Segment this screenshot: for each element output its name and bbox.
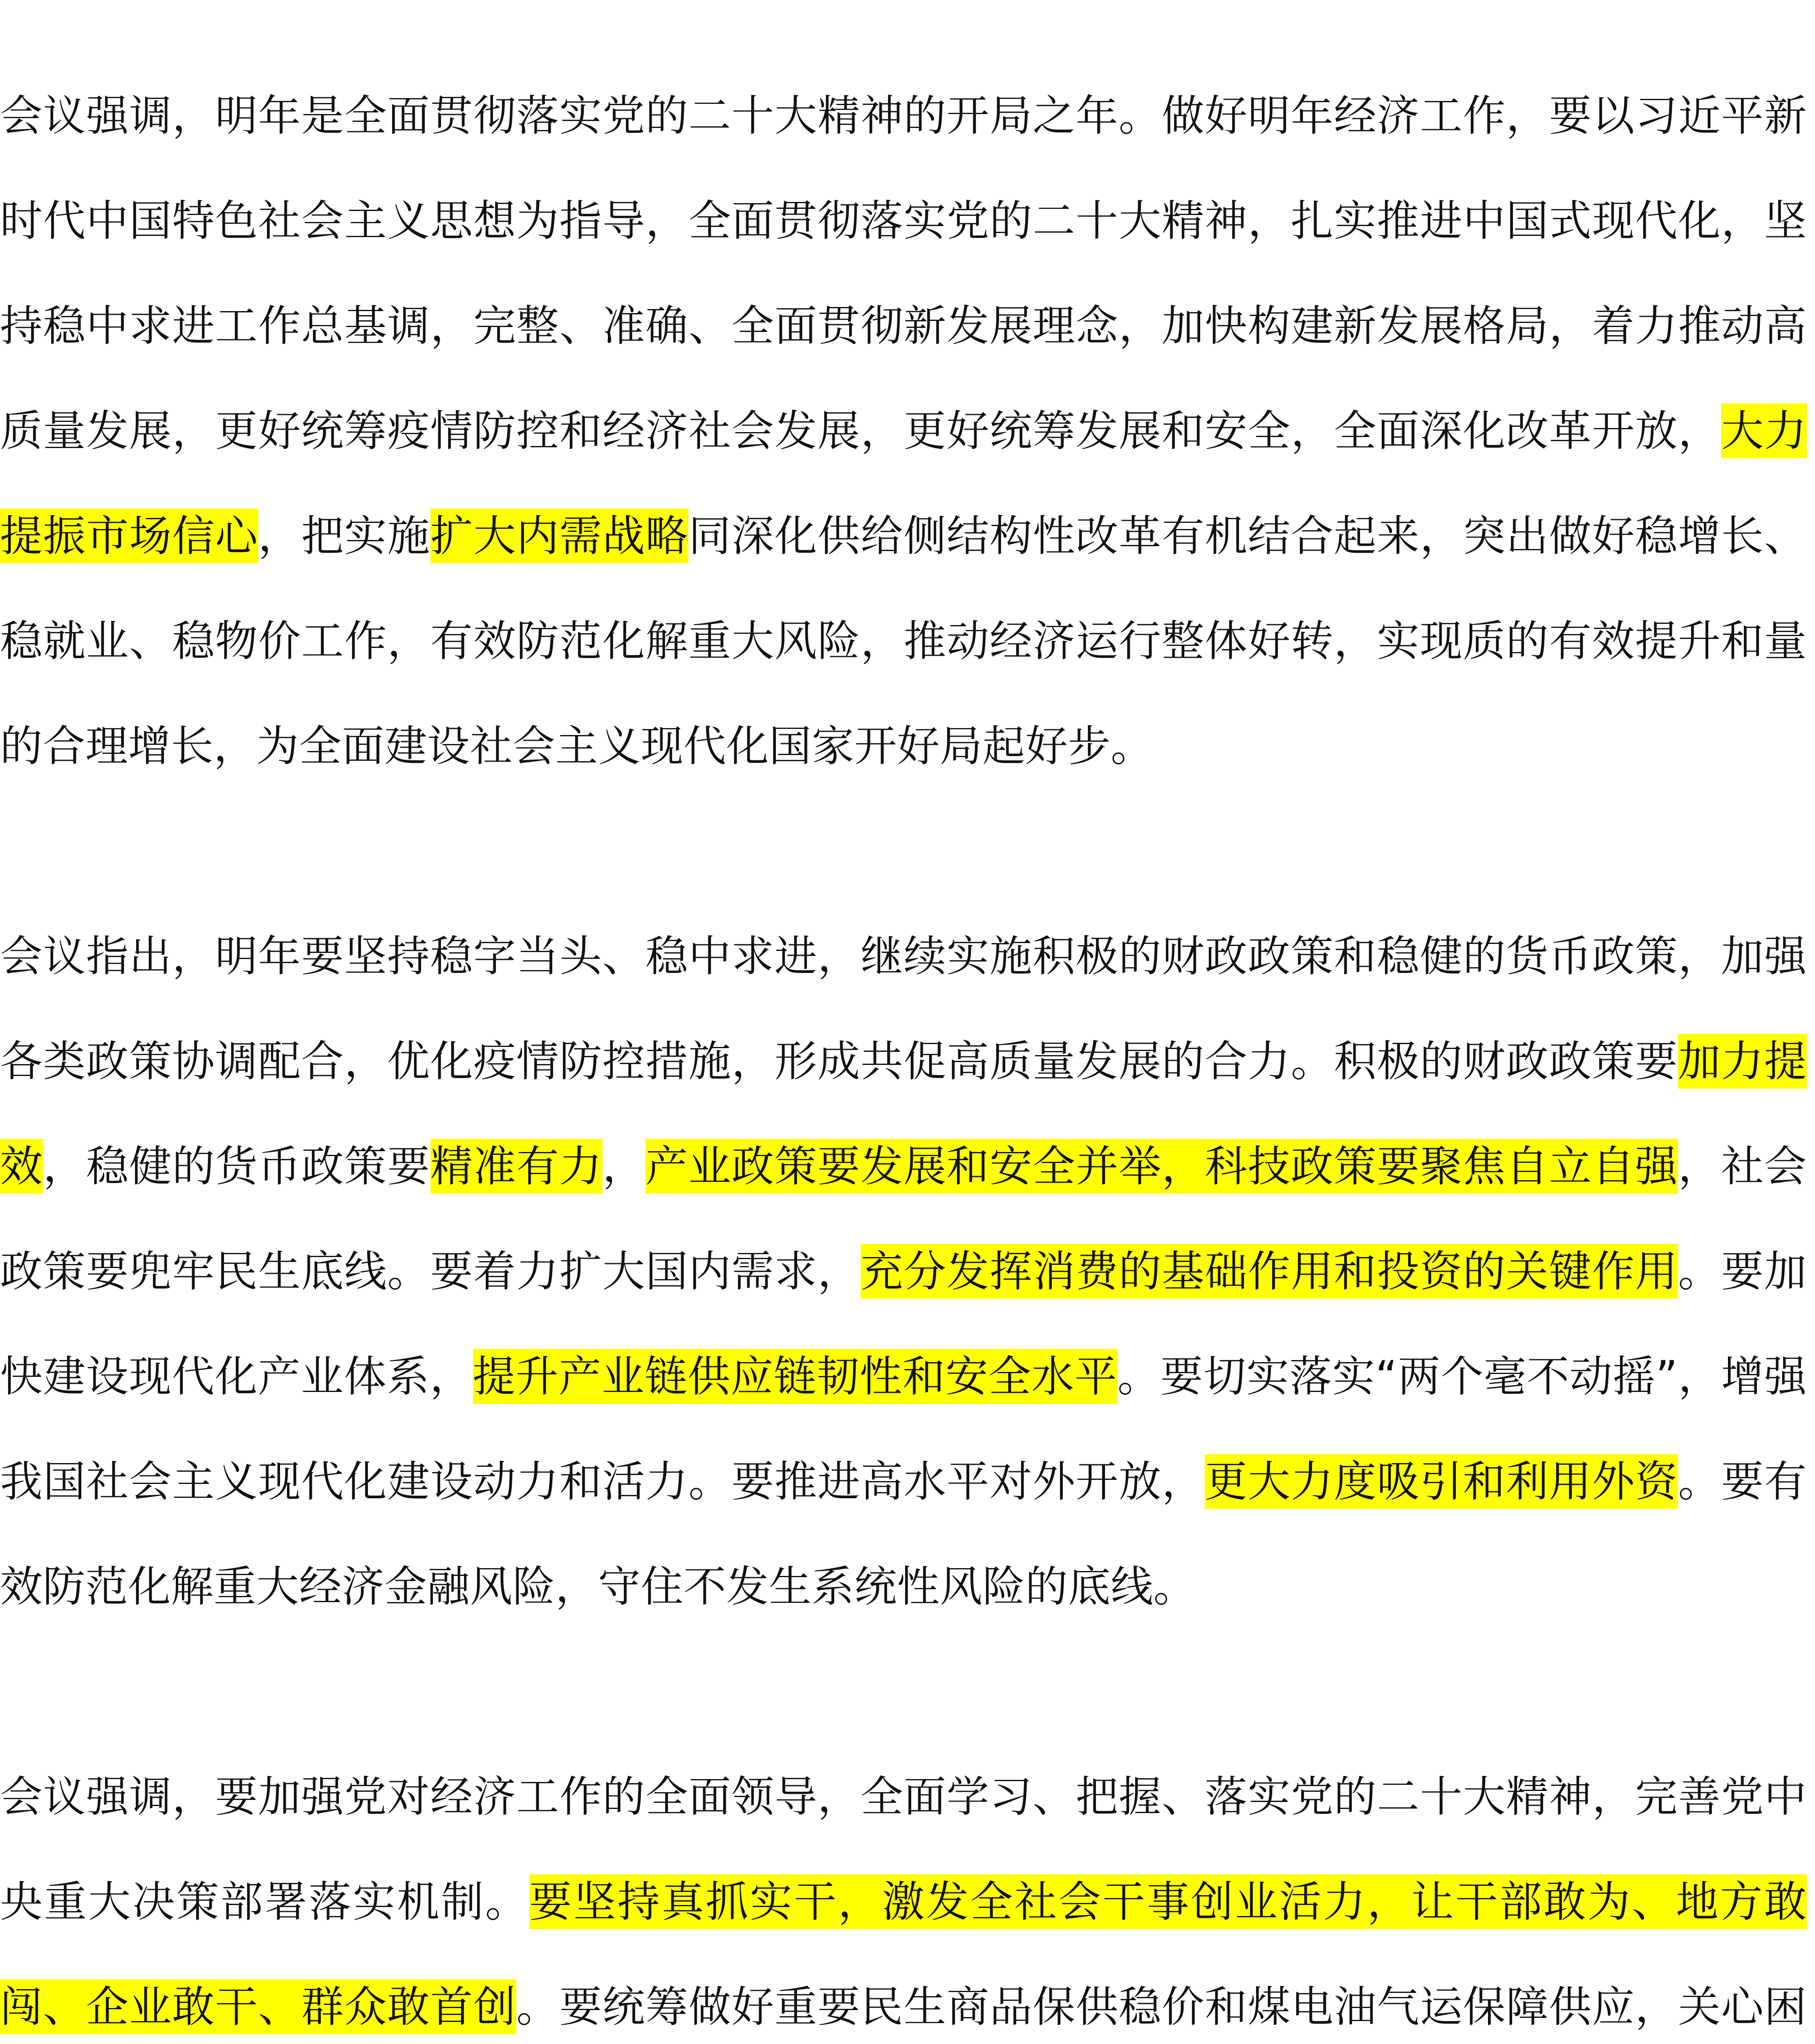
highlighted-text: 加力提效 xyxy=(0,1034,1807,1194)
highlighted-text: 大力提振市场信心 xyxy=(0,403,1807,563)
highlighted-text: 产业政策要发展和安全并举，科技政策要聚焦自立自强 xyxy=(645,1139,1678,1194)
paragraph-2-text: 。要有效防范化解重大经济金融风险，守住不发生系统性风险的底线。 xyxy=(0,1457,1807,1611)
highlighted-text: 更大力度吸引和利用外资 xyxy=(1205,1454,1678,1509)
paragraph-1 xyxy=(0,63,1807,799)
paragraph-3 xyxy=(0,1744,1807,2044)
document-body xyxy=(0,63,1807,2044)
paragraph-1-text: 会议强调，明年是全面贯彻落实党的二十大精神的开局之年。做好明年经济工作，要以习近平新时代中国特色社会主义思想为指导，全面贯彻落实党的二十大精神，扎实推进中国式现代化，坚持稳中求进工作总基调，完整、准确、全面贯彻新发展理念，加快构建新发展格局，着力推动高质量发展，更好统筹疫情防控和经济社会发展，更好统筹发展和安全，全面深化改革开放， xyxy=(0,91,1807,456)
paragraph-3-text: 。要统筹做好重要民生商品保供稳价和煤电油气运保障供应，关心困 xyxy=(516,1982,1807,2032)
paragraph-1-text: 同深化供给侧结构性改革有机结合起来，突出做好稳增长、稳就业、稳物价工作，有效防范化解重大风险，推动经济运行整体好转，实现质的有效提升和量的合理增长，为全面建设社会主义现代化国家开好局起好步。 xyxy=(0,511,1807,771)
highlighted-text: 扩大内需战略 xyxy=(430,509,689,563)
paragraph-2-text: 。要加快建设现代化产业体系， xyxy=(0,1246,1807,1401)
paragraph-2-text: ，社会政策要兜牢民生底线。要着力扩大国内需求， xyxy=(0,1141,1807,1296)
paragraph-1-text: ，把实施 xyxy=(258,511,430,561)
paragraph-3-text: 会议强调，要加强党对经济工作的全面领导，全面学习、把握、落实党的二十大精神，完善党中央重大决策部署落实机制。 xyxy=(0,1772,1807,1927)
paragraph-2-text: 会议指出，明年要坚持稳字当头、稳中求进，继续实施积极的财政政策和稳健的货币政策，加强各类政策协调配合，优化疫情防控措施，形成共促高质量发展的合力。积极的财政政策要 xyxy=(0,931,1807,1086)
highlighted-text: 要坚持真抓实干，激发全社会干事创业活力，让干部敢为、地方敢闯、企业敢干、群众敢首创 xyxy=(0,1874,1807,2034)
paragraph-2-text: 。要切实落实“两个毫不动摇”，增强我国社会主义现代化建设动力和活力。要推进高水平对外开放， xyxy=(0,1351,1807,1506)
paragraph-2-text: ，稳健的货币政策要 xyxy=(43,1141,430,1191)
highlighted-text: 充分发挥消费的基础作用和投资的关键作用 xyxy=(860,1244,1678,1299)
highlighted-text: 提升产业链供应链韧性和安全水平 xyxy=(473,1349,1118,1404)
highlighted-text: 精准有力 xyxy=(430,1139,603,1194)
paragraph-2-text: ， xyxy=(602,1141,645,1191)
paragraph-2 xyxy=(0,904,1807,1639)
